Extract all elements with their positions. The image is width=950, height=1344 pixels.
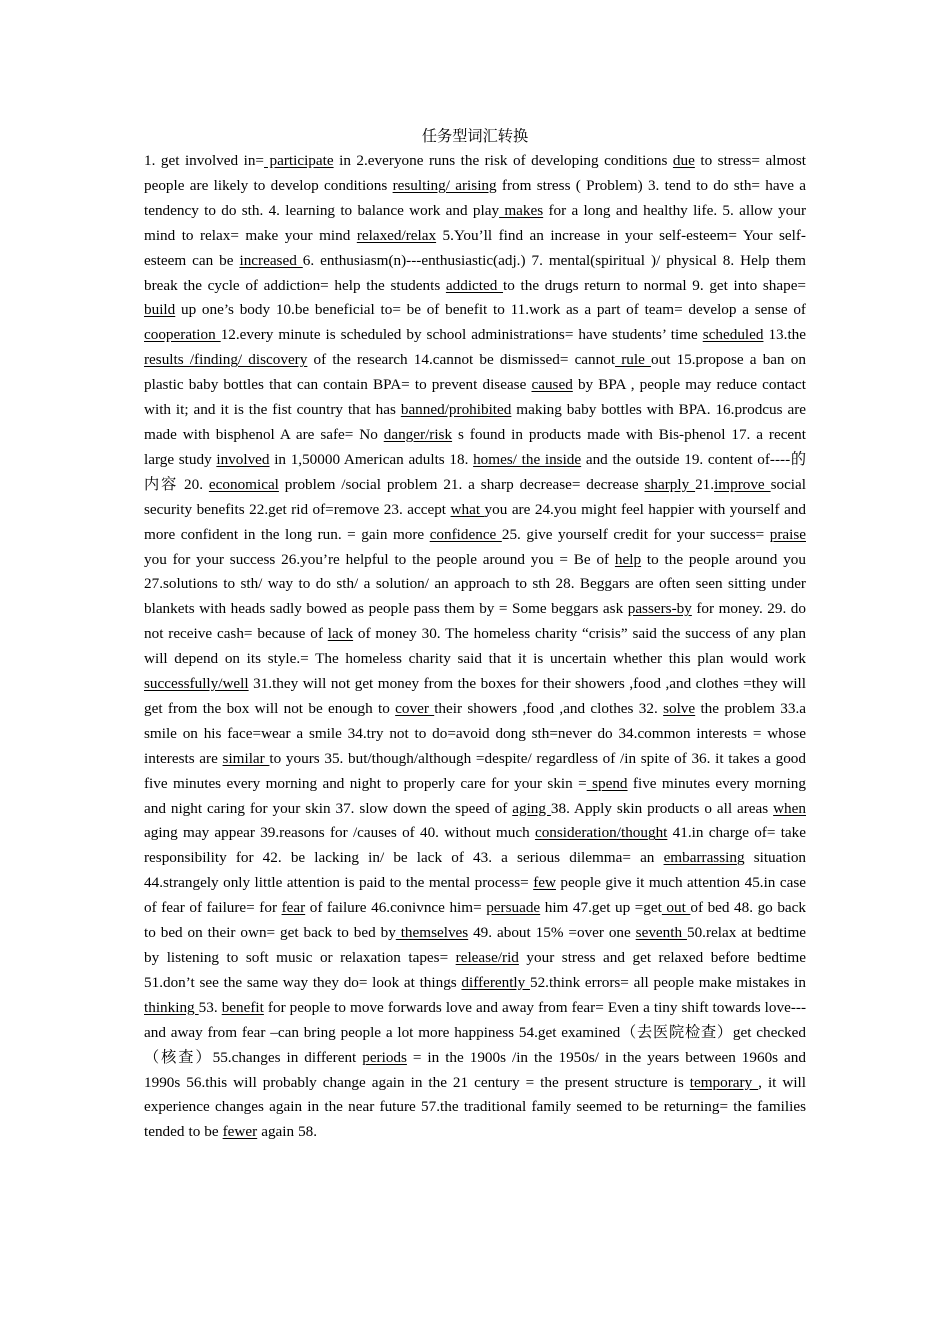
- answer-blank: solve: [663, 699, 696, 717]
- answer-blank: makes: [499, 201, 544, 219]
- body-text-run: 1. get involved in=: [144, 152, 264, 169]
- answer-blank: periods: [362, 1048, 407, 1066]
- answer-blank: embarrassing: [663, 849, 745, 867]
- answer-blank: passers-by: [627, 600, 692, 618]
- body-text-run: by BPA , people may reduce contact with it; and it is the fist country that has: [144, 376, 806, 419]
- answer-blank: addicted: [445, 276, 504, 294]
- body-text-run: 38. Apply skin products o all areas: [550, 799, 774, 817]
- body-text-run: situation 44.strangely only little attention is paid to the mental process=: [144, 849, 807, 892]
- answer-blank: due: [672, 152, 695, 169]
- answer-blank: caused: [531, 376, 573, 394]
- body-text-run: you are 24.you might feel happier with yourself and more confident in the long run. = gain more: [144, 500, 806, 543]
- body-text-run: for people to move forwards love and away from fear= Even a tiny shift towards love--- and away from fear –can bring people a lot more happiness 54.get examined（去医院检查）get checked （核查）55.changes in different: [144, 998, 807, 1066]
- body-text-run: for a long and healthy life. 5. allow your mind to relax= make your mind: [144, 201, 807, 244]
- body-text-run: him 47.get up =get: [540, 899, 662, 917]
- body-text-run: 25. give yourself credit for your success=: [501, 525, 770, 543]
- body-text-run: 49. about 15% =over one: [468, 924, 636, 942]
- answer-blank: homes/ the inside: [473, 450, 582, 468]
- answer-blank: help: [614, 550, 642, 568]
- body-text-run: 41.in charge of= take responsibility for 42. be lacking in/ be lack of 43. a serious dilemma= an: [144, 824, 806, 867]
- body-text-run: in 2.everyone runs the risk of developing conditions: [333, 152, 673, 169]
- body-text-run: = in the 1900s /in the 1950s/ in the years between 1960s and 1990s 56.this will probably change again in the 21 century = the present structure is: [144, 1048, 806, 1091]
- document-page: [144, 124, 806, 1145]
- body-text-run: to the drugs return to normal 9. get into shape=: [503, 276, 806, 294]
- body-text-run: for money. 29. do not receive cash= because of: [144, 600, 806, 643]
- answer-blank: consideration/thought: [534, 824, 668, 842]
- answer-blank: increased: [239, 251, 303, 269]
- body-text-run: , it will experience changes again in the near future 57.the traditional family seemed to be returning= the families tended to be: [144, 1073, 806, 1141]
- body-text-run: again 58.: [257, 1123, 318, 1141]
- answer-blank: thinking: [144, 998, 199, 1016]
- answer-blank: praise: [769, 525, 806, 543]
- answer-blank: out: [661, 899, 691, 917]
- document-body: [144, 149, 806, 1145]
- answer-blank: temporary: [689, 1073, 759, 1091]
- body-text-run: up one’s body 10.be beneficial to= be of benefit to 11.work as a part of team= develop a sense of: [175, 301, 806, 319]
- answer-blank: danger/risk: [383, 425, 453, 443]
- body-text-run: to stress= almost people are likely to develop conditions: [144, 152, 806, 194]
- body-text-run: to the people around you 27.solutions to sth/ way to do sth/ a solution/ an approach to sth 28. Beggars are often seen sitting under blankets with heads sadly bowed as people pass them by = Some beggars ask: [144, 550, 806, 618]
- answer-blank: involved: [216, 450, 270, 468]
- body-text-run: making baby bottles with BPA. 16.prodcus are made with bisphenol A are safe= No: [144, 401, 807, 443]
- answer-blank: results /finding/ discovery: [144, 351, 308, 369]
- body-text-run: social security benefits 22.get rid of=remove 23. accept: [144, 475, 806, 518]
- body-text-run: of bed 48. go back to bed on their own= get back to bed by: [144, 899, 806, 942]
- body-text-run: the problem 33.a smile on his face=wear a smile 34.try not to do=avoid dong sth=never do 34.common interests = whose interests are: [144, 699, 806, 767]
- body-text-run: 31.they will not get money from the boxes for their showers ,food ,and clothes =they will get from the box will not be enough to: [144, 675, 806, 717]
- body-text-run: s found in products made with Bis-phenol 17. a recent large study: [144, 425, 806, 468]
- answer-blank: build: [144, 301, 176, 319]
- body-text-run: from stress ( Problem) 3. tend to do sth= have a tendency to do sth. 4. learning to balance work and play: [144, 176, 807, 219]
- answer-blank: benefit: [221, 998, 264, 1016]
- body-text-run: in 1,50000 American adults 18.: [269, 450, 474, 468]
- answer-blank: what: [450, 500, 485, 518]
- answer-blank: relaxed/relax: [356, 226, 437, 244]
- body-text-run: 21.: [695, 475, 715, 493]
- answer-blank: spend: [586, 774, 628, 792]
- answer-blank: fear: [281, 899, 306, 917]
- body-text-run: of money 30. The homeless charity “crisis” said the success of any plan will depend on its style.= The homeless charity said that it is uncertain whether this plan would work: [144, 625, 806, 668]
- answer-blank: cover: [395, 699, 435, 717]
- body-text-run: to yours 35. but/though/although =despite/ regardless of /in spite of 36. it takes a good five minutes every morning and night to properly care for your skin =: [144, 749, 806, 792]
- body-text-run: 12.every minute is scheduled by school administrations= have students’ time: [220, 326, 703, 344]
- body-text-run: people give it much attention 45.in case of fear of failure= for: [144, 874, 806, 917]
- answer-blank: release/rid: [455, 949, 519, 966]
- answer-blank: differently: [461, 973, 530, 991]
- answer-blank: seventh: [635, 924, 687, 942]
- body-text-run: five minutes every morning and night caring for your skin 37. slow down the speed of: [144, 774, 806, 817]
- answer-blank: lack: [327, 625, 354, 643]
- answer-blank: resulting/ arising: [392, 176, 497, 194]
- answer-blank: few: [533, 874, 556, 892]
- answer-blank: confidence: [429, 525, 502, 543]
- answer-blank: banned/prohibited: [400, 401, 512, 419]
- answer-blank: cooperation: [144, 326, 221, 344]
- answer-blank: economical: [208, 475, 279, 493]
- body-text-run: their showers ,food ,and clothes 32.: [434, 699, 664, 717]
- answer-blank: similar: [222, 749, 270, 767]
- answer-blank: rule: [615, 351, 651, 369]
- answer-blank: scheduled: [702, 326, 764, 344]
- document-title: 任务型词汇转换: [421, 128, 529, 145]
- answer-blank: themselves: [395, 924, 469, 942]
- answer-blank: aging: [512, 799, 551, 817]
- body-text-run: aging may appear 39.reasons for /causes of 40. without much: [144, 824, 535, 842]
- body-text-run: 53.: [198, 998, 222, 1016]
- body-text-run: you for your success 26.you’re helpful to the people around you = Be of: [144, 550, 615, 568]
- answer-blank: sharply: [644, 475, 696, 493]
- body-text-run: 6. enthusiasm(n)---enthusiastic(adj.) 7. mental(spiritual )/ physical 8. Help them break the cycle of addiction= help the students: [144, 251, 806, 294]
- body-text-run: 5.You’ll find an increase in your self-esteem= Your self-esteem can be: [144, 226, 806, 269]
- answer-blank: when: [773, 799, 806, 817]
- answer-blank: persuade: [486, 899, 541, 917]
- body-text-run: and the outside 19. content of----的内容 20.: [144, 450, 807, 493]
- body-text-run: of failure 46.conivnce him=: [305, 899, 487, 917]
- answer-blank: successfully/well: [144, 675, 249, 693]
- body-text-run: out 15.propose a ban on plastic baby bottles that can contain BPA= to prevent disease: [144, 351, 806, 394]
- body-text-run: 50.relax at bedtime by listening to soft music or relaxation tapes=: [144, 924, 807, 966]
- answer-blank: fewer: [222, 1123, 258, 1141]
- answer-blank: participate: [264, 152, 334, 169]
- answer-blank: improve: [714, 475, 771, 493]
- body-text-run: of the research 14.cannot be dismissed= cannot: [307, 351, 616, 369]
- body-text-run: 52.think errors= all people make mistakes in: [529, 973, 806, 991]
- body-text-run: 13.the: [763, 326, 806, 344]
- body-text-run: problem /social problem 21. a sharp decrease= decrease: [278, 475, 645, 493]
- body-text-run: your stress and get relaxed before bedtime 51.don’t see the same way they do= look at things: [144, 949, 806, 991]
